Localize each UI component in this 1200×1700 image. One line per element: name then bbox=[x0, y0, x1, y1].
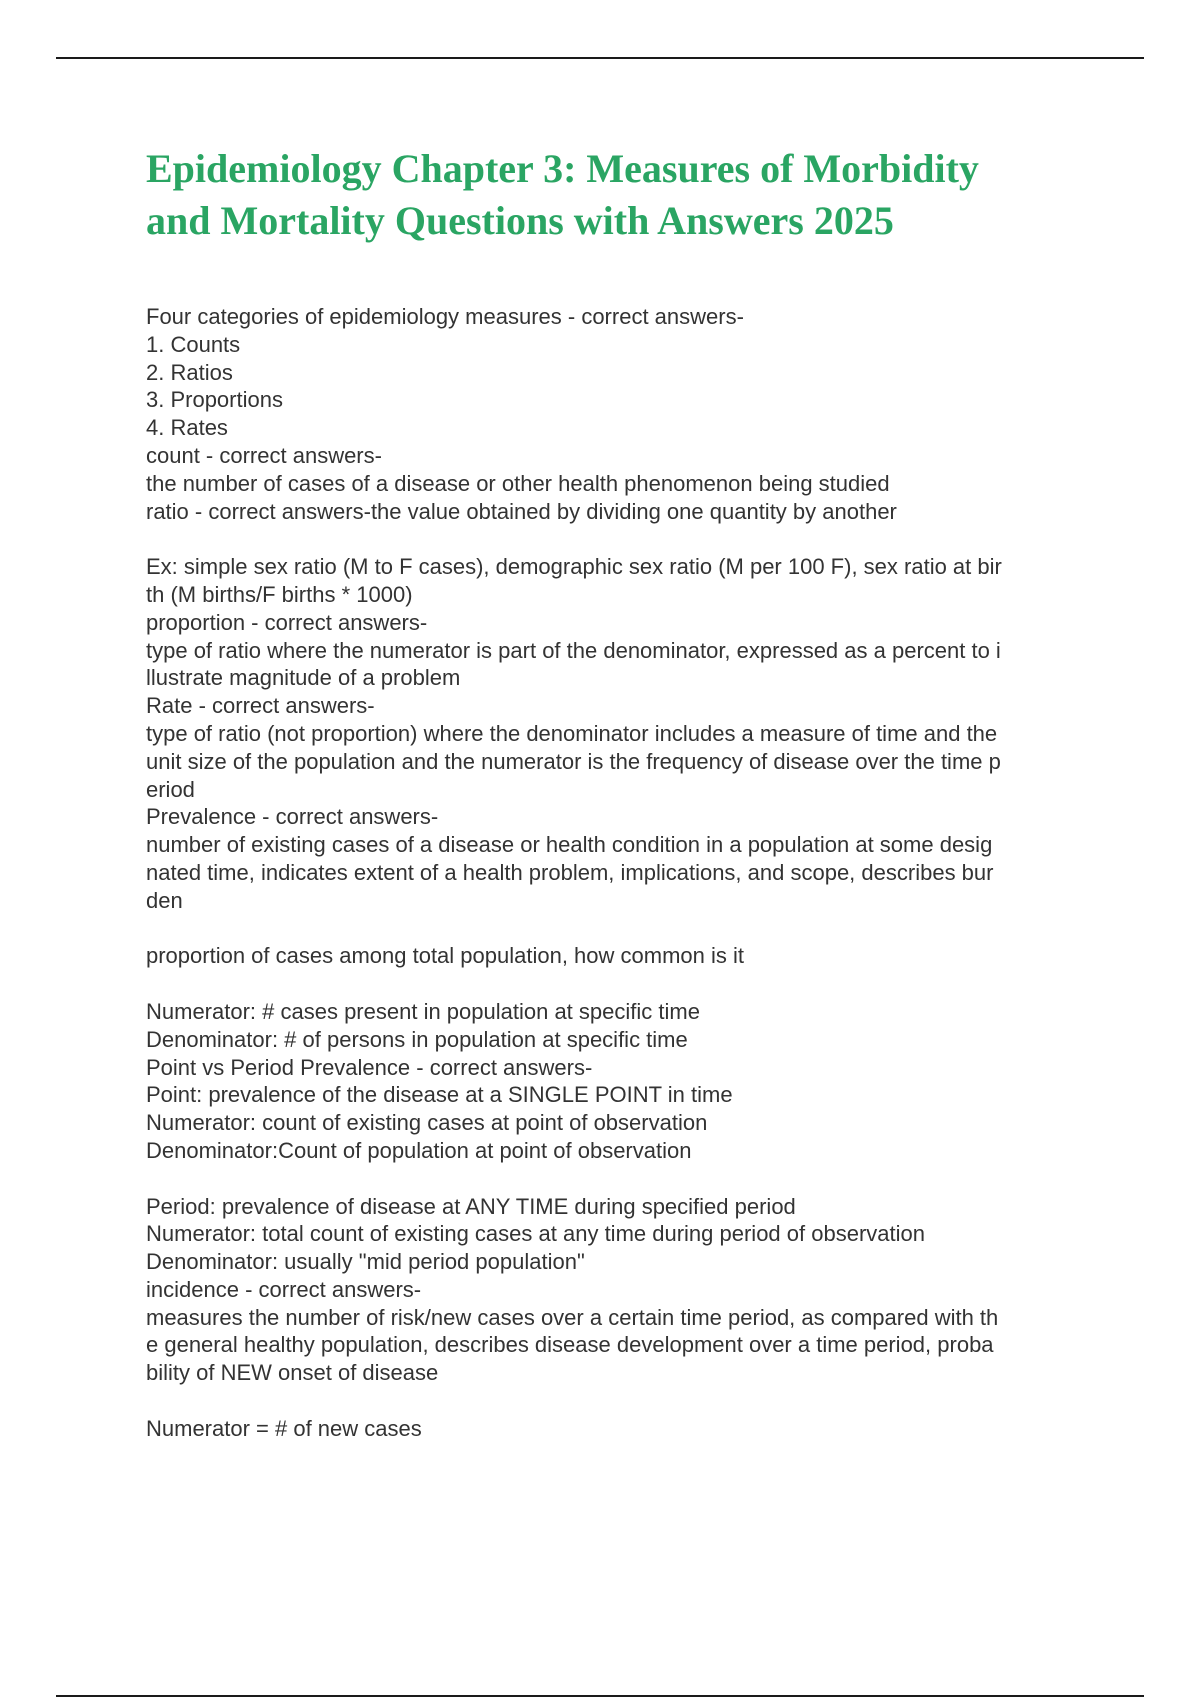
text-line: Point: prevalence of the disease at a SINGLE POINT in time bbox=[146, 1082, 733, 1108]
text-line: 1. Counts bbox=[146, 331, 241, 357]
text-line: 2. Ratios bbox=[146, 359, 233, 385]
footer-rule bbox=[56, 1695, 1144, 1697]
blank-line bbox=[146, 1165, 1086, 1193]
text-line: Ex: simple sex ratio (M to F cases), demographic sex ratio (M per 100 F), sex ratio at bir bbox=[146, 554, 1002, 580]
text-line: 4. Rates bbox=[146, 415, 228, 441]
text-line: number of existing cases of a disease or health condition in a population at some desig bbox=[146, 832, 993, 858]
text-line: Denominator:Count of population at point of observation bbox=[146, 1137, 692, 1163]
text-line: count - correct answers- bbox=[146, 442, 382, 468]
text-line: th (M births/F births * 1000) bbox=[146, 581, 413, 607]
text-line: Denominator: usually "mid period population" bbox=[146, 1249, 585, 1275]
title-line-1: Epidemiology Chapter 3: Measures of Morbidity bbox=[146, 146, 979, 191]
text-line: Rate - correct answers- bbox=[146, 693, 375, 719]
text-line: Numerator = # of new cases bbox=[146, 1415, 422, 1441]
blank-line bbox=[146, 915, 1086, 943]
text-line: Four categories of epidemiology measures - correct answers- bbox=[146, 304, 744, 329]
text-line: den bbox=[146, 887, 183, 913]
text-line: Period: prevalence of disease at ANY TIME during specified period bbox=[146, 1193, 796, 1219]
text-line: the number of cases of a disease or other health phenomenon being studied bbox=[146, 470, 890, 496]
header-rule bbox=[56, 57, 1144, 59]
text-line: Prevalence - correct answers- bbox=[146, 804, 439, 830]
text-line: Denominator: # of persons in population at specific time bbox=[146, 1026, 688, 1052]
text-line: proportion - correct answers- bbox=[146, 609, 428, 635]
document-body bbox=[146, 303, 1086, 1443]
text-line: e general healthy population, describes disease development over a time period, proba bbox=[146, 1332, 994, 1358]
text-line: eriod bbox=[146, 776, 195, 802]
text-line: bility of NEW onset of disease bbox=[146, 1360, 439, 1386]
blank-line bbox=[146, 525, 1086, 553]
text-line: measures the number of risk/new cases over a certain time period, as compared with th bbox=[146, 1304, 999, 1330]
text-line: Numerator: count of existing cases at point of observation bbox=[146, 1110, 708, 1136]
text-line: llustrate magnitude of a problem bbox=[146, 665, 461, 691]
text-line: unit size of the population and the numerator is the frequency of disease over the time p bbox=[146, 748, 1001, 774]
text-line: 3. Proportions bbox=[146, 387, 283, 413]
text-line: Numerator: total count of existing cases at any time during period of observation bbox=[146, 1221, 925, 1247]
document-title bbox=[146, 143, 1106, 247]
blank-line bbox=[146, 970, 1086, 998]
text-line: type of ratio where the numerator is part of the denominator, expressed as a percent to i bbox=[146, 637, 1001, 663]
title-line-2: and Mortality Questions with Answers 2025 bbox=[146, 198, 894, 243]
text-line: ratio - correct answers-the value obtained by dividing one quantity by another bbox=[146, 498, 897, 524]
text-line: Numerator: # cases present in population at specific time bbox=[146, 998, 700, 1024]
text-line: incidence - correct answers- bbox=[146, 1276, 422, 1302]
blank-line bbox=[146, 1387, 1086, 1415]
text-line: nated time, indicates extent of a health problem, implications, and scope, describes bur bbox=[146, 859, 994, 885]
text-line: type of ratio (not proportion) where the denominator includes a measure of time and the bbox=[146, 720, 998, 746]
text-line: Point vs Period Prevalence - correct answers- bbox=[146, 1054, 593, 1080]
text-line: proportion of cases among total population, how common is it bbox=[146, 943, 744, 969]
